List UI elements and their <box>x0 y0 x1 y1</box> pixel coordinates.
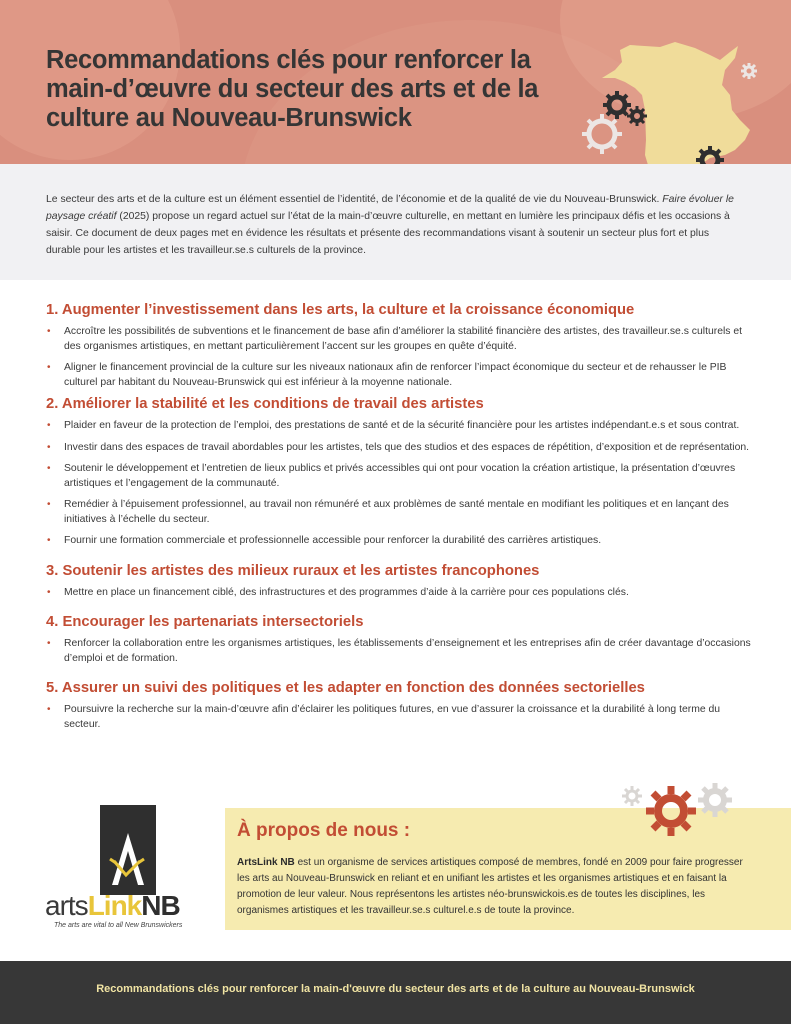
gear-icon <box>622 786 642 806</box>
recommendation-heading: 4. Encourager les partenariats intersectoriels <box>46 614 364 630</box>
list-item <box>46 534 754 549</box>
bullet-icon: • <box>47 362 51 373</box>
gear-icon <box>582 114 622 154</box>
bullet-text: Mettre en place un financement ciblé, des infrastructures et des programmes d’aide à la carrière pour ces populations clés. <box>64 586 629 598</box>
recommendation-4 <box>46 612 756 666</box>
list-item <box>46 586 754 601</box>
recommendation-heading: 2. Améliorer la stabilité et les conditions de travail des artistes <box>46 396 484 412</box>
bullet-icon: • <box>47 586 51 598</box>
recommendation-3 <box>46 561 756 601</box>
gear-icon <box>698 783 732 817</box>
logo-word-nb: NB <box>141 890 180 921</box>
gear-icon <box>627 106 647 126</box>
bullet-icon: • <box>47 326 51 337</box>
list-item <box>46 361 754 390</box>
recommendation-1 <box>46 300 756 390</box>
intro-paragraph <box>46 191 746 259</box>
bullet-icon: • <box>47 638 51 649</box>
gear-icon <box>646 786 696 836</box>
bullet-text: Fournir une formation commerciale et professionnelle accessible pour renforcer la durabilité des carrières artistiques. <box>64 535 602 546</box>
bullet-icon: • <box>47 441 51 453</box>
recommendation-heading: 1. Augmenter l’investissement dans les arts, la culture et la croissance économique <box>46 302 635 318</box>
list-item <box>46 498 754 527</box>
list-item <box>46 703 754 732</box>
recommendation-2 <box>46 394 756 549</box>
bullet-text: Poursuivre la recherche sur la main-d’œuvre afin d’éclairer les politiques futures, en vue d’assurer la croissance et la durabilité à long terme du secteur. <box>64 704 721 730</box>
intro-section <box>0 164 791 280</box>
footer <box>0 961 791 1024</box>
bullet-text: Renforcer la collaboration entre les organismes artistiques, les établissements d’enseignement et les entreprises afin de créer davantage d’occasions d’emploi et de formation. <box>64 638 751 664</box>
about-paragraph <box>237 855 757 919</box>
artslink-logo <box>40 800 210 935</box>
list-item <box>46 441 754 456</box>
logo-word-link: Link <box>87 890 142 921</box>
org-name: ArtsLink NB <box>237 857 295 868</box>
about-text: est un organisme de services artistiques composé de membres, fondé en 2009 pour faire progresser les arts au Nouveau-Brunswick en reliant et en unifiant les artistes et les organismes artistiques et en faisant la promotion de leur valeur. Nous représentons les artistes néo-brunswickois.es de toutes les disciplines, les organismes artistiques et les travailleur.se.s culturel.e.s de toute la province. <box>237 857 743 916</box>
page-title: Recommandations clés pour renforcer la main-d’œuvre du secteur des arts et de la culture au Nouveau-Brunswick <box>46 46 539 132</box>
list-item <box>46 325 754 354</box>
list-item <box>46 637 754 666</box>
list-item <box>46 419 754 434</box>
bullet-icon: • <box>47 420 51 431</box>
gear-icon <box>603 91 631 119</box>
bullet-text: Plaider en faveur de la protection de l’emploi, des prestations de santé et de la sécurité financière pour les artistes indépendant.e.s et sous contrat. <box>64 420 740 431</box>
bullet-icon: • <box>47 463 51 474</box>
report-title: Faire évoluer le paysage créatif <box>46 194 734 222</box>
logo-wordmark <box>45 892 180 920</box>
logo-tagline: The arts are vital to all New Brunswickers <box>54 922 183 929</box>
recommendation-5 <box>46 678 756 732</box>
recommendations-list <box>46 300 756 739</box>
recommendation-heading: 5. Assurer un suivi des politiques et les adapter en fonction des données sectorielles <box>46 680 645 696</box>
logo-word-arts: arts <box>45 890 88 921</box>
bullet-text: Aligner le financement provincial de la culture sur les niveaux nationaux afin de renforcer l’impact économique du secteur et de rehausser le PIB culturel par habitant du Nouveau-Brunswick qui est inférieur à la moyenne nationale. <box>64 362 727 388</box>
bullet-text: Soutenir le développement et l’entretien de lieux publics et privés accessibles qui ont pour vocation la création artistique, la présentation d’œuvres artistiques et l’engagement de la communauté. <box>64 463 736 489</box>
about-gears-illustration <box>615 778 745 840</box>
logo-monogram-icon <box>100 805 156 895</box>
list-item <box>46 462 754 491</box>
bullet-icon: • <box>47 535 51 546</box>
footer-text: Recommandations clés pour renforcer la main-d'œuvre du secteur des arts et de la culture au Nouveau-Brunswick <box>96 983 695 995</box>
logo-tile <box>100 805 156 895</box>
about-heading: À propos de nous : <box>237 820 411 841</box>
bullet-text: Remédier à l’épuisement professionnel, au travail non rémunéré et aux problèmes de santé mentale en modifiant les politiques et en lançant des initiatives à l’échelle du secteur. <box>64 499 729 525</box>
gear-icon <box>741 63 757 79</box>
intro-text: (2025) propose un regard actuel sur l’état de la main-d’œuvre culturelle, en mettant en lumière les principaux défis et les occasions à saisir. Ce document de deux pages met en évidence les résultats et présente des recommandations visant à soutenir un secteur plus fort et plus durable pour les artistes et les travailleur.se.s culturels de la province. <box>46 211 730 256</box>
bullet-icon: • <box>47 704 51 715</box>
bullet-text: Investir dans des espaces de travail abordables pour les artistes, tels que des studios et des espaces de répétition, d’exposition et de représentation. <box>64 441 750 453</box>
recommendation-heading: 3. Soutenir les artistes des milieux ruraux et les artistes francophones <box>46 562 540 579</box>
intro-text: Le secteur des arts et de la culture est un élément essentiel de l’identité, de l’économie et de la qualité de vie du Nouveau-Brunswick. <box>46 194 660 205</box>
bullet-icon: • <box>47 499 51 510</box>
bullet-text: Accroître les possibilités de subventions et le financement de base afin d’améliorer la stabilité financière des artistes, des travailleur.se.s culturels et des organismes artistiques, en mettant particulièrement l’accent sur les groupes en quête d’équité. <box>64 326 743 352</box>
